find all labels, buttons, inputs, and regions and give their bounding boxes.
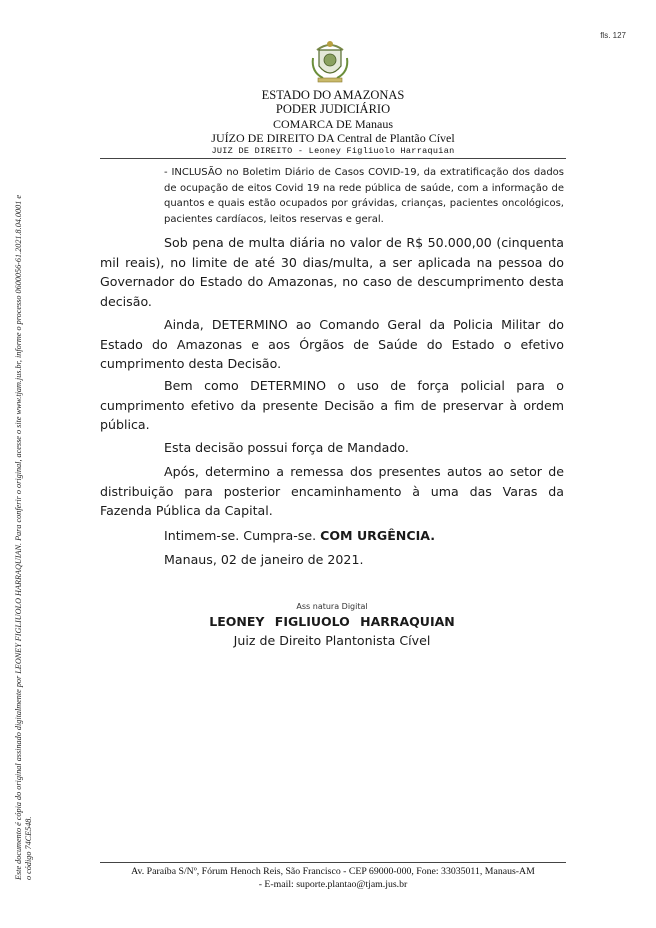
side-verification-note: [14, 60, 34, 880]
body-paragraph-3: [100, 376, 564, 435]
paragraph-remittance: Após, determino a remessa dos presentes autos ao setor de distribuição para posterior encaminhamento à uma das Varas da Fazenda Pública da Capital.: [100, 464, 564, 518]
footer-email: - E-mail: suporte.plantao@tjam.jus.br: [258, 879, 408, 890]
urgency-text: COM URGÊNCIA.: [320, 528, 436, 543]
signature-label: Ass natura Digital: [296, 602, 368, 611]
paragraph-penalty: Sob pena de multa diária no valor de R$ 50.000,00 (cinquenta mil reais), no limite de até 30 dias/multa, a ser aplicada na pessoa do Governador do Estado do Amazonas, no caso de descumprimento desta decisão.: [100, 235, 564, 309]
paragraph-determine-police: Ainda, DETERMINO ao Comando Geral da Policia Militar do Estado do Amazonas e aos Órgãos de Saúde do Estado o efetivo cumprimento desta Decisão.: [100, 317, 564, 371]
paragraph-mandate: Esta decisão possui força de Mandado.: [164, 440, 409, 455]
date-place: Manaus, 02 de janeiro de 2021.: [164, 552, 364, 567]
header-state: ESTADO DO AMAZONAS: [261, 88, 405, 102]
footer-address: Av. Paraíba S/Nº, Fórum Henoch Reis, São Francisco - CEP 69000-000, Fone: 33035011, Manaus-AM: [131, 866, 535, 877]
item-inclusion: - INCLUSÃO no Boletim Diário de Casos COVID-19, da extratificação dos dados de ocupação de eitos Covid 19 na rede pública de saúde, com a informação de quantos e quais estão ocupados por grávidas, crianças, pacientes oncológicos, pacientes cardíacos, leitos reservas e geral.: [164, 167, 564, 225]
paragraph-police-force: Bem como DETERMINO o uso de força policial para o cumprimento efetivo da presente Decisão a fim de preservar à ordem pública.: [100, 378, 564, 432]
page-number: fls. 127: [600, 31, 626, 40]
signature-role: Juiz de Direito Plantonista Cível: [233, 633, 431, 648]
signature-name: LEONEY FIGLIUOLO HARRAQUIAN: [209, 614, 455, 629]
side-note-line-2: o código 74CE548.: [24, 816, 33, 880]
header-power: PODER JUDICIÁRIO: [275, 102, 391, 116]
header-judge-line: JUIZ DE DIREITO - Leoney Figliuolo Harraquian: [211, 146, 455, 156]
header-divider: [100, 158, 566, 159]
side-note-line-1: Este documento é cópia do original assinado digitalmente por LEONEY FIGLIUOLO HARRAQUIAN. Para conferir o original, acesse o site www.tjam.jus.br, informe o processo 0600056-61.2021.8.04.0001 e: [14, 195, 23, 880]
notify-text: Intimem-se. Cumpra-se.: [164, 528, 321, 543]
body-paragraph-5: [100, 462, 564, 521]
body-item: [164, 165, 564, 227]
body-paragraph-2: [100, 315, 564, 374]
body-paragraph-4: [100, 438, 564, 458]
paragraph-notify: [100, 526, 564, 546]
header-comarca: COMARCA DE Manaus: [272, 117, 393, 131]
header-court: JUÍZO DE DIREITO DA Central de Plantão Cível: [211, 131, 455, 145]
body-paragraph-6: [100, 526, 564, 546]
body-paragraph-1: [100, 233, 564, 311]
coat-of-arms-icon: [309, 38, 351, 84]
footer-divider: [100, 862, 566, 863]
body-paragraph-7: [100, 550, 564, 570]
